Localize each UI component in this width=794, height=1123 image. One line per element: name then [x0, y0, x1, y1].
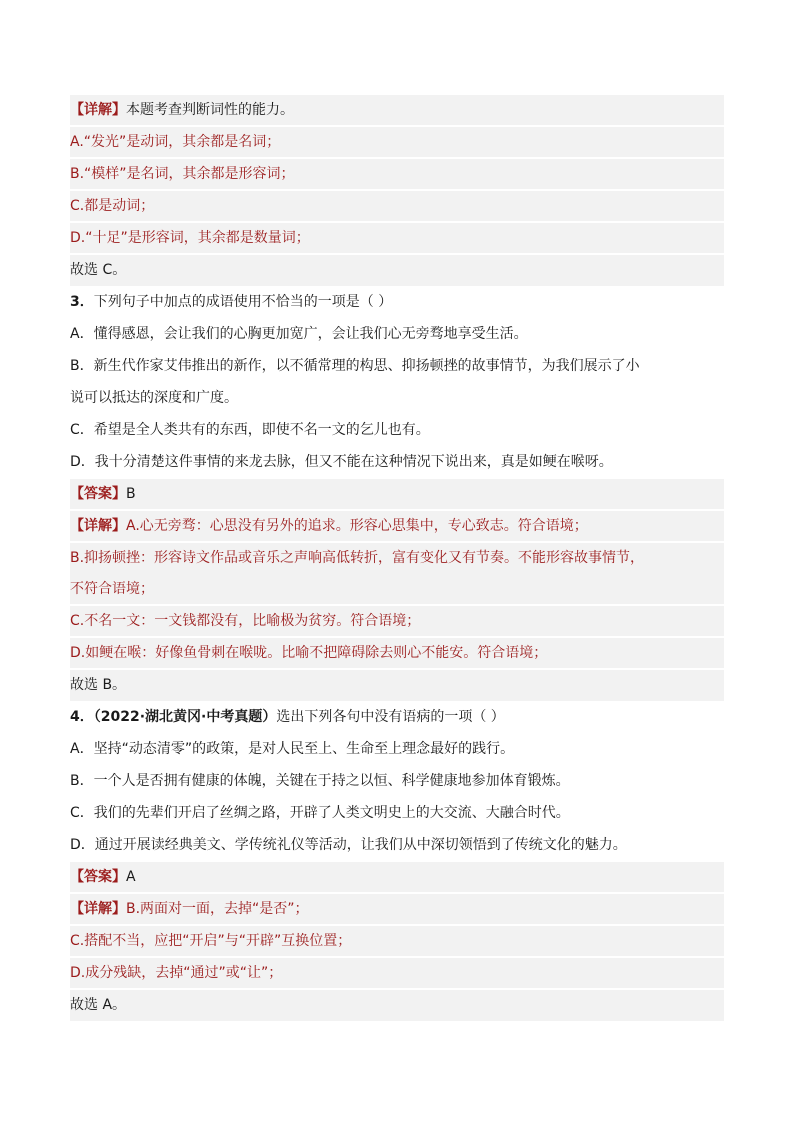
answer-line — [70, 479, 724, 510]
question-number: 3． — [70, 294, 94, 310]
question-number: 4． — [70, 709, 94, 725]
question-3-stem — [70, 287, 724, 318]
detail-line — [70, 511, 724, 542]
choice-summary: 故选 B。 — [70, 670, 724, 701]
explanation-c: C.搭配不当，应把“开启”与“开辟”互换位置； — [70, 926, 724, 957]
detail-tag: 【详解】 — [70, 901, 126, 917]
question-4-option-d: D．通过开展读经典美文、学传统礼仪等活动，让我们从中深切领悟到了传统文化的魅力。 — [70, 837, 627, 853]
question-4-option-c: C．我们的先辈们开启了丝绸之路，开辟了人类文明史上的大交流、大融合时代。 — [70, 805, 570, 821]
question-4-option-a: A．坚持“动态清零”的政策，是对人民至上、生命至上理念最好的践行。 — [70, 741, 515, 757]
question-3-option-b-line2: 说可以抵达的深度和广度。 — [70, 390, 238, 406]
detail-line — [70, 894, 724, 925]
explanation-a: A.“发光”是动词，其余都是名词； — [70, 127, 724, 158]
answer-tag: 【答案】 — [70, 869, 126, 885]
detail-tag: 【详解】 — [70, 518, 126, 534]
explanation-a: A.心无旁骛：心思没有另外的追求。形容心思集中，专心致志。符合语境； — [126, 518, 588, 534]
answer-value: A — [126, 869, 136, 885]
explanation-b-line1: B.抑扬顿挫：形容诗文作品或音乐之声响高低转折，富有变化又有节奏。不能形容故事情节， — [70, 543, 724, 574]
question-3-option-b-line1: B．新生代作家艾伟推出的新作，以不循常理的构思、抑扬顿挫的故事情节，为我们展示了小 — [70, 358, 640, 374]
explanation-b: B.“模样”是名词，其余都是形容词； — [70, 159, 724, 190]
question-3-option-a: A．懂得感恩，会让我们的心胸更加宽广，会让我们心无旁骛地享受生活。 — [70, 326, 528, 342]
detail-line — [70, 95, 724, 126]
explanation-d: D.如鲠在喉：好像鱼骨刺在喉咙。比喻不把障碍除去则心不能安。符合语境； — [70, 638, 724, 669]
question-text: 选出下列各句中没有语病的一项（ ） — [276, 709, 505, 725]
question-4-stem — [70, 702, 724, 733]
explanation-c: C.都是动词； — [70, 191, 724, 222]
explanation-b-line2: 不符合语境； — [70, 574, 724, 605]
question-source: （2022·湖北黄冈·中考真题） — [93, 709, 277, 725]
explanation-b: B.两面对一面，去掉“是否”； — [126, 901, 309, 917]
question-3-option-c: C．希望是全人类共有的东西，即使不名一文的乞儿也有。 — [70, 422, 430, 438]
choice-summary: 故选 C。 — [70, 255, 724, 286]
question-4-option-b: B．一个人是否拥有健康的体魄，关键在于持之以恒、科学健康地参加体育锻炼。 — [70, 773, 570, 789]
answer-value: B — [126, 486, 136, 502]
answer-line — [70, 862, 724, 893]
question-text: 下列句子中加点的成语使用不恰当的一项是（ ） — [93, 294, 393, 310]
question-3-option-d: D．我十分清楚这件事情的来龙去脉，但又不能在这种情况下说出来，真是如鲠在喉呀。 — [70, 454, 613, 470]
explanation-d: D.“十足”是形容词，其余都是数量词； — [70, 223, 724, 254]
detail-tag: 【详解】 — [70, 102, 126, 118]
detail-text: 本题考查判断词性的能力。 — [126, 102, 294, 118]
explanation-c: C.不名一文：一文钱都没有，比喻极为贫穷。符合语境； — [70, 606, 724, 637]
choice-summary: 故选 A。 — [70, 990, 724, 1021]
explanation-d: D.成分残缺，去掉“通过”或“让”； — [70, 958, 724, 989]
answer-tag: 【答案】 — [70, 486, 126, 502]
